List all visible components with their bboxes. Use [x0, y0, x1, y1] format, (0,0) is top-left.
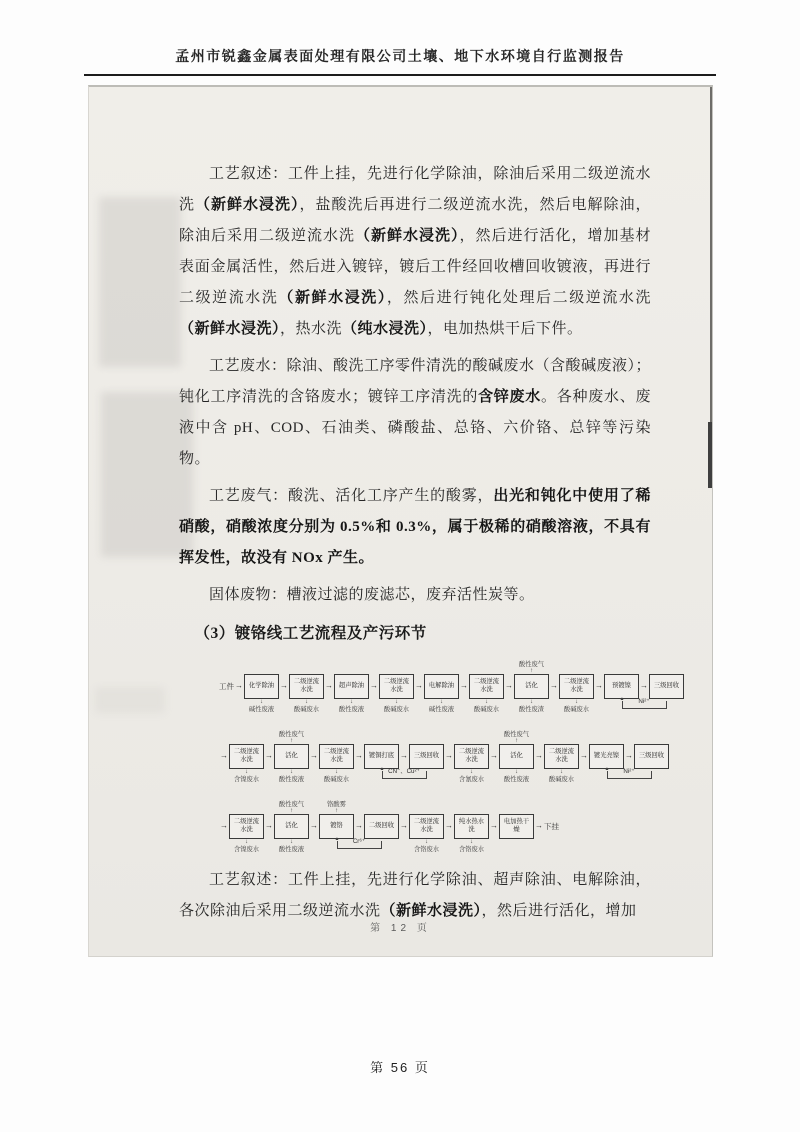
section-heading-chrome-line: （3）镀铬线工艺流程及产污环节	[194, 625, 427, 642]
discharge-label-group	[504, 769, 529, 784]
flow-arrow-icon: →	[220, 751, 228, 760]
recovery-ion-label: Cr⁶⁺	[352, 837, 366, 845]
discharge-label-group	[414, 839, 439, 854]
process-step-cell	[229, 744, 264, 783]
process-box: 电加热干燥	[499, 814, 534, 839]
waste-label: 含氰废水	[458, 775, 485, 783]
process-box: 二级逆流水洗	[229, 814, 264, 839]
flow-arrow-icon: →	[265, 751, 273, 760]
paragraph-process-description-zinc	[179, 159, 651, 345]
discharge-label-group	[474, 699, 499, 714]
paragraph-process-waste-gas	[179, 481, 651, 574]
flow-arrow-icon: →	[220, 821, 228, 830]
down-arrow-icon: ↓	[530, 698, 533, 705]
waste-label: 酸碱废水	[383, 705, 410, 713]
diagram-end-label: 下挂	[544, 821, 559, 831]
down-arrow-icon: ↓	[260, 698, 263, 705]
waste-label: 酸碱废水	[473, 705, 500, 713]
down-arrow-icon: ↓	[560, 768, 563, 775]
document-header-title: 孟州市锐鑫金属表面处理有限公司土壤、地下水环境自行监测报告	[175, 50, 625, 65]
discharge-label-group	[249, 699, 274, 714]
flow-arrow-icon: →	[535, 821, 543, 830]
discharge-label-group	[279, 839, 304, 854]
flow-arrow-icon: →	[310, 821, 318, 830]
down-arrow-icon: ↓	[245, 838, 248, 845]
waste-label: 酸性废液	[338, 705, 365, 713]
process-box: 二级逆流水洗	[469, 674, 504, 699]
text-run: ，电加热烘干后下件。	[427, 321, 583, 337]
diagram-row-1	[219, 660, 719, 713]
process-step-cell	[454, 744, 489, 783]
down-arrow-icon: ↓	[350, 698, 353, 705]
recovery-ion-label: Ni²⁺	[638, 697, 650, 705]
text-run: ，热水洗	[280, 321, 343, 337]
waste-label: 酸性废渣	[518, 705, 545, 713]
feedback-arrowhead-icon: ▲	[379, 765, 385, 772]
waste-label: 含铬废水	[413, 845, 440, 853]
flow-arrow-icon: →	[490, 751, 498, 760]
down-arrow-icon: ↓	[515, 768, 518, 775]
recovery-feedback-line	[334, 835, 382, 849]
bold-text-run: （新鲜水浸洗）	[380, 903, 482, 919]
flow-arrow-icon: →	[625, 751, 633, 760]
waste-label: 酸碱废水	[548, 775, 575, 783]
waste-gas-label: 酸性废气	[518, 660, 545, 668]
flow-arrow-icon: →	[355, 751, 363, 760]
down-arrow-icon: ↓	[245, 768, 248, 775]
emission-label-group	[327, 801, 346, 814]
paragraph-process-description-chrome	[179, 865, 651, 927]
process-box: 化学除油	[244, 674, 279, 699]
flow-arrow-icon: →	[535, 751, 543, 760]
waste-label: 酸碱废水	[563, 705, 590, 713]
up-arrow-icon: ↑	[290, 807, 293, 814]
process-step-cell	[424, 674, 459, 713]
scan-bleedthrough-artifact	[99, 197, 181, 367]
waste-label: 酸碱废水	[323, 775, 350, 783]
process-box: 预镀镍	[604, 674, 639, 699]
flow-arrow-icon: →	[490, 821, 498, 830]
feedback-arrowhead-icon: ▲	[604, 765, 610, 772]
recovery-feedback-line	[604, 765, 652, 779]
recovery-feedback-line	[379, 765, 427, 779]
process-step-cell	[274, 800, 309, 853]
up-arrow-icon: ↑	[530, 667, 533, 674]
process-box: 活化	[274, 814, 309, 839]
down-arrow-icon: ↓	[470, 768, 473, 775]
process-step-cell	[499, 730, 534, 783]
up-arrow-icon: ↑	[515, 737, 518, 744]
scan-edge-mark	[708, 422, 712, 488]
discharge-label-group	[549, 769, 574, 784]
process-box: 三级回收	[649, 674, 684, 699]
bold-text-run: （新鲜水浸洗）	[354, 228, 460, 244]
down-arrow-icon: ↓	[395, 698, 398, 705]
process-step-cell	[334, 674, 369, 713]
discharge-label-group	[324, 769, 349, 784]
process-box: 三级回收	[634, 744, 669, 769]
waste-gas-label: 铬酸雾	[327, 800, 346, 808]
process-box: 二级逆流水洗	[319, 744, 354, 769]
bold-text-run: （纯水浸洗）	[342, 321, 428, 337]
feedback-arrowhead-icon: ▲	[334, 835, 340, 842]
paragraph-solid-waste	[179, 580, 651, 611]
process-step-cell	[274, 730, 309, 783]
process-box: 二级逆流水洗	[409, 814, 444, 839]
process-box: 电解除油	[424, 674, 459, 699]
diagram-start-label: 工件	[219, 681, 234, 691]
flow-arrow-icon: →	[280, 681, 288, 690]
process-box: 镀光亮镍	[589, 744, 624, 769]
flow-arrow-icon: →	[415, 681, 423, 690]
flow-arrow-icon: →	[445, 821, 453, 830]
flow-arrow-icon: →	[355, 821, 363, 830]
down-arrow-icon: ↓	[335, 768, 338, 775]
discharge-label-group	[234, 769, 259, 784]
waste-gas-label: 酸性废气	[278, 800, 305, 808]
down-arrow-icon: ↓	[575, 698, 578, 705]
flow-arrow-icon: →	[595, 681, 603, 690]
flow-arrow-icon: →	[310, 751, 318, 760]
process-box: 二级回收	[364, 814, 399, 839]
waste-label: 碱性废液	[248, 705, 275, 713]
process-box: 活化	[274, 744, 309, 769]
flow-arrow-icon: →	[580, 751, 588, 760]
waste-label: 碱性废液	[428, 705, 455, 713]
process-step-cell	[454, 814, 489, 853]
scan-bleedthrough-artifact	[95, 687, 165, 713]
process-step-cell	[319, 744, 354, 783]
flow-arrow-icon: →	[550, 681, 558, 690]
bold-text-run: （新鲜水浸洗）	[179, 321, 281, 337]
discharge-label-group	[384, 699, 409, 714]
flow-arrow-icon: →	[445, 751, 453, 760]
down-arrow-icon: ↓	[290, 768, 293, 775]
discharge-label-group	[339, 699, 364, 714]
text-run: 工艺叙述：工件上挂，先进行化学除油，除油后采用二级逆流水洗	[179, 166, 651, 213]
process-box: 纯水热水洗	[454, 814, 489, 839]
process-step-cell	[229, 814, 264, 853]
waste-label: 酸性废液	[503, 775, 530, 783]
process-box: 活化	[514, 674, 549, 699]
waste-label: 酸性废液	[278, 845, 305, 853]
process-step-cell	[409, 814, 444, 853]
bold-text-run: （新鲜水浸洗）	[278, 290, 387, 306]
waste-label: 含铬废水	[458, 845, 485, 853]
process-step-cell	[559, 674, 594, 713]
waste-label: 含镍废水	[233, 775, 260, 783]
discharge-label-group	[519, 699, 544, 714]
process-box: 超声除油	[334, 674, 369, 699]
inner-page-number: 第 12 页	[370, 923, 431, 934]
text-run: 工艺废水：除油、酸洗工序零件清洗的酸碱废水（含酸碱废液）；钝化工序清洗的含铬废水；镀锌工序清洗的	[179, 358, 652, 405]
recovery-ion-label: CN⁻、Cu²⁺	[388, 767, 420, 775]
down-arrow-icon: ↓	[440, 698, 443, 705]
text-run: ，然后进行活化，增加	[481, 903, 637, 919]
down-arrow-icon: ↓	[425, 838, 428, 845]
flow-arrow-icon: →	[400, 751, 408, 760]
emission-label-group	[504, 731, 529, 744]
discharge-label-group	[459, 769, 484, 784]
flow-arrow-icon: →	[400, 821, 408, 830]
process-box: 二级逆流水洗	[289, 674, 324, 699]
up-arrow-icon: ↑	[334, 807, 338, 814]
text-run: 工艺废气：酸洗、活化工序产生的酸雾，	[209, 488, 494, 504]
bold-text-run: （新鲜水浸洗）	[195, 197, 300, 213]
down-arrow-icon: ↓	[470, 838, 473, 845]
down-arrow-icon: ↓	[485, 698, 488, 705]
discharge-label-group	[459, 839, 484, 854]
discharge-label-group	[294, 699, 319, 714]
discharge-label-group	[564, 699, 589, 714]
flow-arrow-icon: →	[235, 681, 243, 690]
emission-label-group	[279, 801, 304, 814]
process-box: 二级逆流水洗	[229, 744, 264, 769]
text-run: ，盐酸洗后再进行二级逆流水洗，然后电解除油，除油后采用二级逆流水洗	[179, 197, 651, 244]
up-arrow-icon: ↑	[290, 737, 293, 744]
process-box: 二级逆流水洗	[379, 674, 414, 699]
flow-arrow-icon: →	[370, 681, 378, 690]
process-step-cell	[379, 674, 414, 713]
header-rule	[84, 74, 716, 76]
paragraph-process-wastewater	[179, 351, 651, 475]
discharge-label-group	[429, 699, 454, 714]
discharge-label-group	[234, 839, 259, 854]
text-run: ，然后进行活化，增加基材表面金属活性，然后进入镀锌，镀后工件经回收槽回收镀液，再进行二级逆流水洗	[179, 228, 651, 306]
process-step-cell	[244, 674, 279, 713]
outer-page-number: 第 56 页	[370, 1060, 430, 1075]
text-run: 工艺叙述：工件上挂，先进行化学除油、超声除油、电解除油，各次除油后采用二级逆流水洗	[179, 872, 651, 919]
process-box: 二级逆流水洗	[454, 744, 489, 769]
process-step-cell	[544, 744, 579, 783]
feedback-arrowhead-icon: ▲	[619, 695, 625, 702]
process-step-cell	[499, 814, 534, 839]
recovery-ion-label: Ni²⁺	[623, 767, 635, 775]
flow-arrow-icon: →	[460, 681, 468, 690]
waste-label: 酸性废液	[278, 775, 305, 783]
waste-gas-label: 酸性废气	[278, 730, 305, 738]
down-arrow-icon: ↓	[290, 838, 293, 845]
process-box: 活化	[499, 744, 534, 769]
recovery-feedback-line	[619, 695, 667, 709]
process-step-cell	[514, 660, 549, 713]
scan-text-block	[179, 159, 680, 927]
waste-gas-label: 酸性废气	[503, 730, 530, 738]
discharge-label-group	[279, 769, 304, 784]
flow-arrow-icon: →	[325, 681, 333, 690]
process-box: 镀铬	[319, 814, 354, 839]
process-box: 二级逆流水洗	[559, 674, 594, 699]
waste-label: 含镍废水	[233, 845, 260, 853]
process-box: 三级回收	[409, 744, 444, 769]
emission-label-group	[279, 731, 304, 744]
scanned-inner-page	[88, 85, 713, 957]
bold-text-run: 出光和钝化中使用了稀硝酸，硝酸浓度分别为 0.5%和 0.3%，属于极稀的硝酸溶液，不具有挥发性，故没有 NOx 产生。	[179, 488, 651, 566]
process-box: 镀铜打底	[364, 744, 399, 769]
flow-arrow-icon: →	[640, 681, 648, 690]
waste-label: 酸碱废水	[293, 705, 320, 713]
down-arrow-icon: ↓	[305, 698, 308, 705]
process-diagram	[219, 660, 719, 853]
diagram-row-3	[219, 800, 719, 853]
text-run: ，然后进行钝化处理后二级逆流水洗	[386, 290, 651, 306]
process-step-cell	[289, 674, 324, 713]
text-run: 固体废物：槽液过滤的废滤芯，废弃活性炭等。	[209, 587, 535, 603]
flow-arrow-icon: →	[265, 821, 273, 830]
diagram-row-2	[219, 730, 719, 783]
process-step-cell	[469, 674, 504, 713]
emission-label-group	[519, 661, 544, 674]
bold-text-run: 含锌废水	[478, 389, 542, 405]
process-box: 二级逆流水洗	[544, 744, 579, 769]
flow-arrow-icon: →	[505, 681, 513, 690]
text-run: 。各种废水、废液中含 pH、COD、石油类、磷酸盐、总铬、六价铬、总锌等污染物。	[179, 389, 651, 467]
